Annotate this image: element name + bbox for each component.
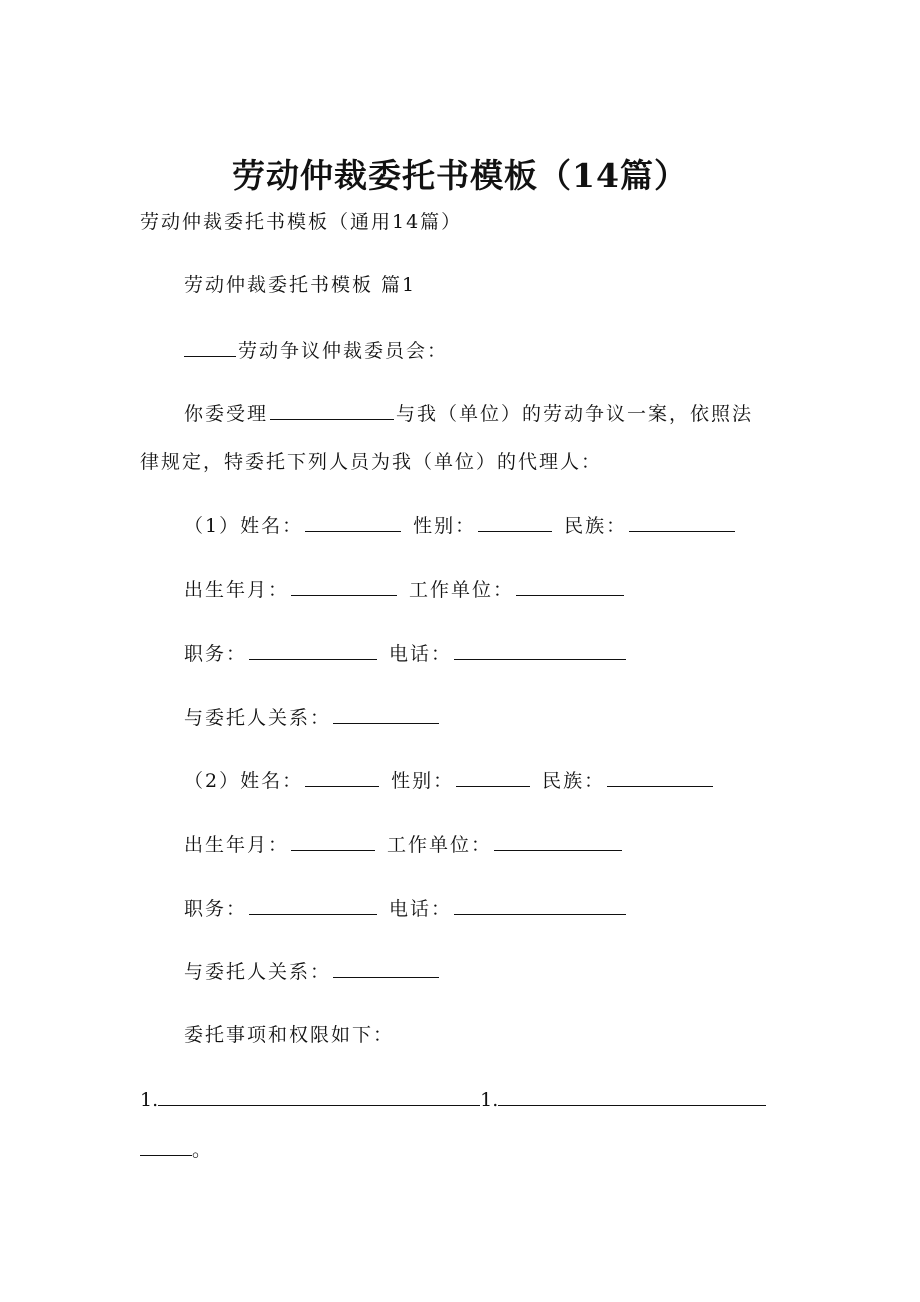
- agent-2-birth-label: 出生年月：: [184, 834, 290, 856]
- agent-1-position-label: 职务：: [184, 643, 248, 665]
- item-1b-field[interactable]: [498, 1087, 766, 1106]
- item-1a-field[interactable]: [158, 1087, 480, 1106]
- section-heading: 劳动仲裁委托书模板 篇1: [184, 274, 417, 296]
- matters-heading: 委托事项和权限如下：: [184, 1024, 395, 1046]
- agent-1-relation-label: 与委托人关系：: [184, 707, 332, 729]
- case-party-blank[interactable]: [270, 401, 394, 420]
- agent-2-name-row: [184, 768, 715, 793]
- agent-2-workplace-field[interactable]: [494, 832, 622, 851]
- agent-1-phone-field[interactable]: [454, 641, 626, 660]
- agent-2-birth-row: [184, 832, 624, 857]
- agent-2-workplace-label: 工作单位：: [387, 834, 493, 856]
- agent-1-gender-field[interactable]: [478, 513, 552, 532]
- agent-1-gender-label: 性别：: [413, 515, 477, 537]
- agent-1-workplace-field[interactable]: [516, 577, 624, 596]
- agent-1-position-row: [184, 641, 628, 666]
- agent-2-name-field[interactable]: [305, 768, 379, 787]
- agent-2-name-label: （2）姓名：: [184, 770, 304, 792]
- document-subtitle: 劳动仲裁委托书模板（通用14篇）: [140, 211, 463, 233]
- agent-1-workplace-label: 工作单位：: [409, 579, 515, 601]
- agent-1-relation-row: [184, 705, 441, 730]
- agent-1-position-field[interactable]: [249, 641, 377, 660]
- agent-2-phone-label: 电话：: [389, 898, 453, 920]
- agent-2-gender-field[interactable]: [456, 768, 530, 787]
- document-title: 劳动仲裁委托书模板（14篇）: [232, 156, 688, 195]
- agent-2-relation-field[interactable]: [333, 959, 439, 978]
- agent-2-ethnicity-field[interactable]: [607, 768, 713, 787]
- addressee-line: [184, 338, 448, 363]
- matters-item-row: [140, 1087, 766, 1112]
- item-1b-label: 1.: [480, 1089, 499, 1111]
- agent-1-ethnicity-label: 民族：: [564, 515, 628, 537]
- agent-1-relation-field[interactable]: [333, 705, 439, 724]
- agent-1-name-field[interactable]: [305, 513, 401, 532]
- ending-punctuation: 。: [192, 1139, 212, 1161]
- agent-1-name-row: [184, 513, 737, 538]
- body-text-a: 你委受理: [184, 403, 269, 425]
- agent-1-birth-label: 出生年月：: [184, 579, 290, 601]
- agent-2-position-field[interactable]: [249, 896, 377, 915]
- addressee-text: 劳动争议仲裁委员会：: [238, 340, 449, 362]
- item-1a-label: 1.: [140, 1089, 159, 1111]
- committee-blank[interactable]: [184, 338, 236, 357]
- body-paragraph-line-2: 律规定，特委托下列人员为我（单位）的代理人：: [140, 451, 603, 473]
- body-text-b: 与我（单位）的劳动争议一案，依照法: [396, 403, 754, 425]
- body-paragraph-line-1: [184, 401, 753, 426]
- agent-2-phone-field[interactable]: [454, 896, 626, 915]
- item-continuation-field[interactable]: [140, 1137, 192, 1156]
- agent-2-gender-label: 性别：: [391, 770, 455, 792]
- agent-2-position-row: [184, 896, 628, 921]
- agent-2-relation-row: [184, 959, 441, 984]
- agent-2-ethnicity-label: 民族：: [542, 770, 606, 792]
- agent-1-birth-field[interactable]: [291, 577, 397, 596]
- agent-1-name-label: （1）姓名：: [184, 515, 304, 537]
- matters-item-continuation: [140, 1137, 211, 1162]
- agent-2-position-label: 职务：: [184, 898, 248, 920]
- agent-1-phone-label: 电话：: [389, 643, 453, 665]
- agent-2-birth-field[interactable]: [291, 832, 375, 851]
- agent-2-relation-label: 与委托人关系：: [184, 961, 332, 983]
- agent-1-ethnicity-field[interactable]: [629, 513, 735, 532]
- agent-1-birth-row: [184, 577, 626, 602]
